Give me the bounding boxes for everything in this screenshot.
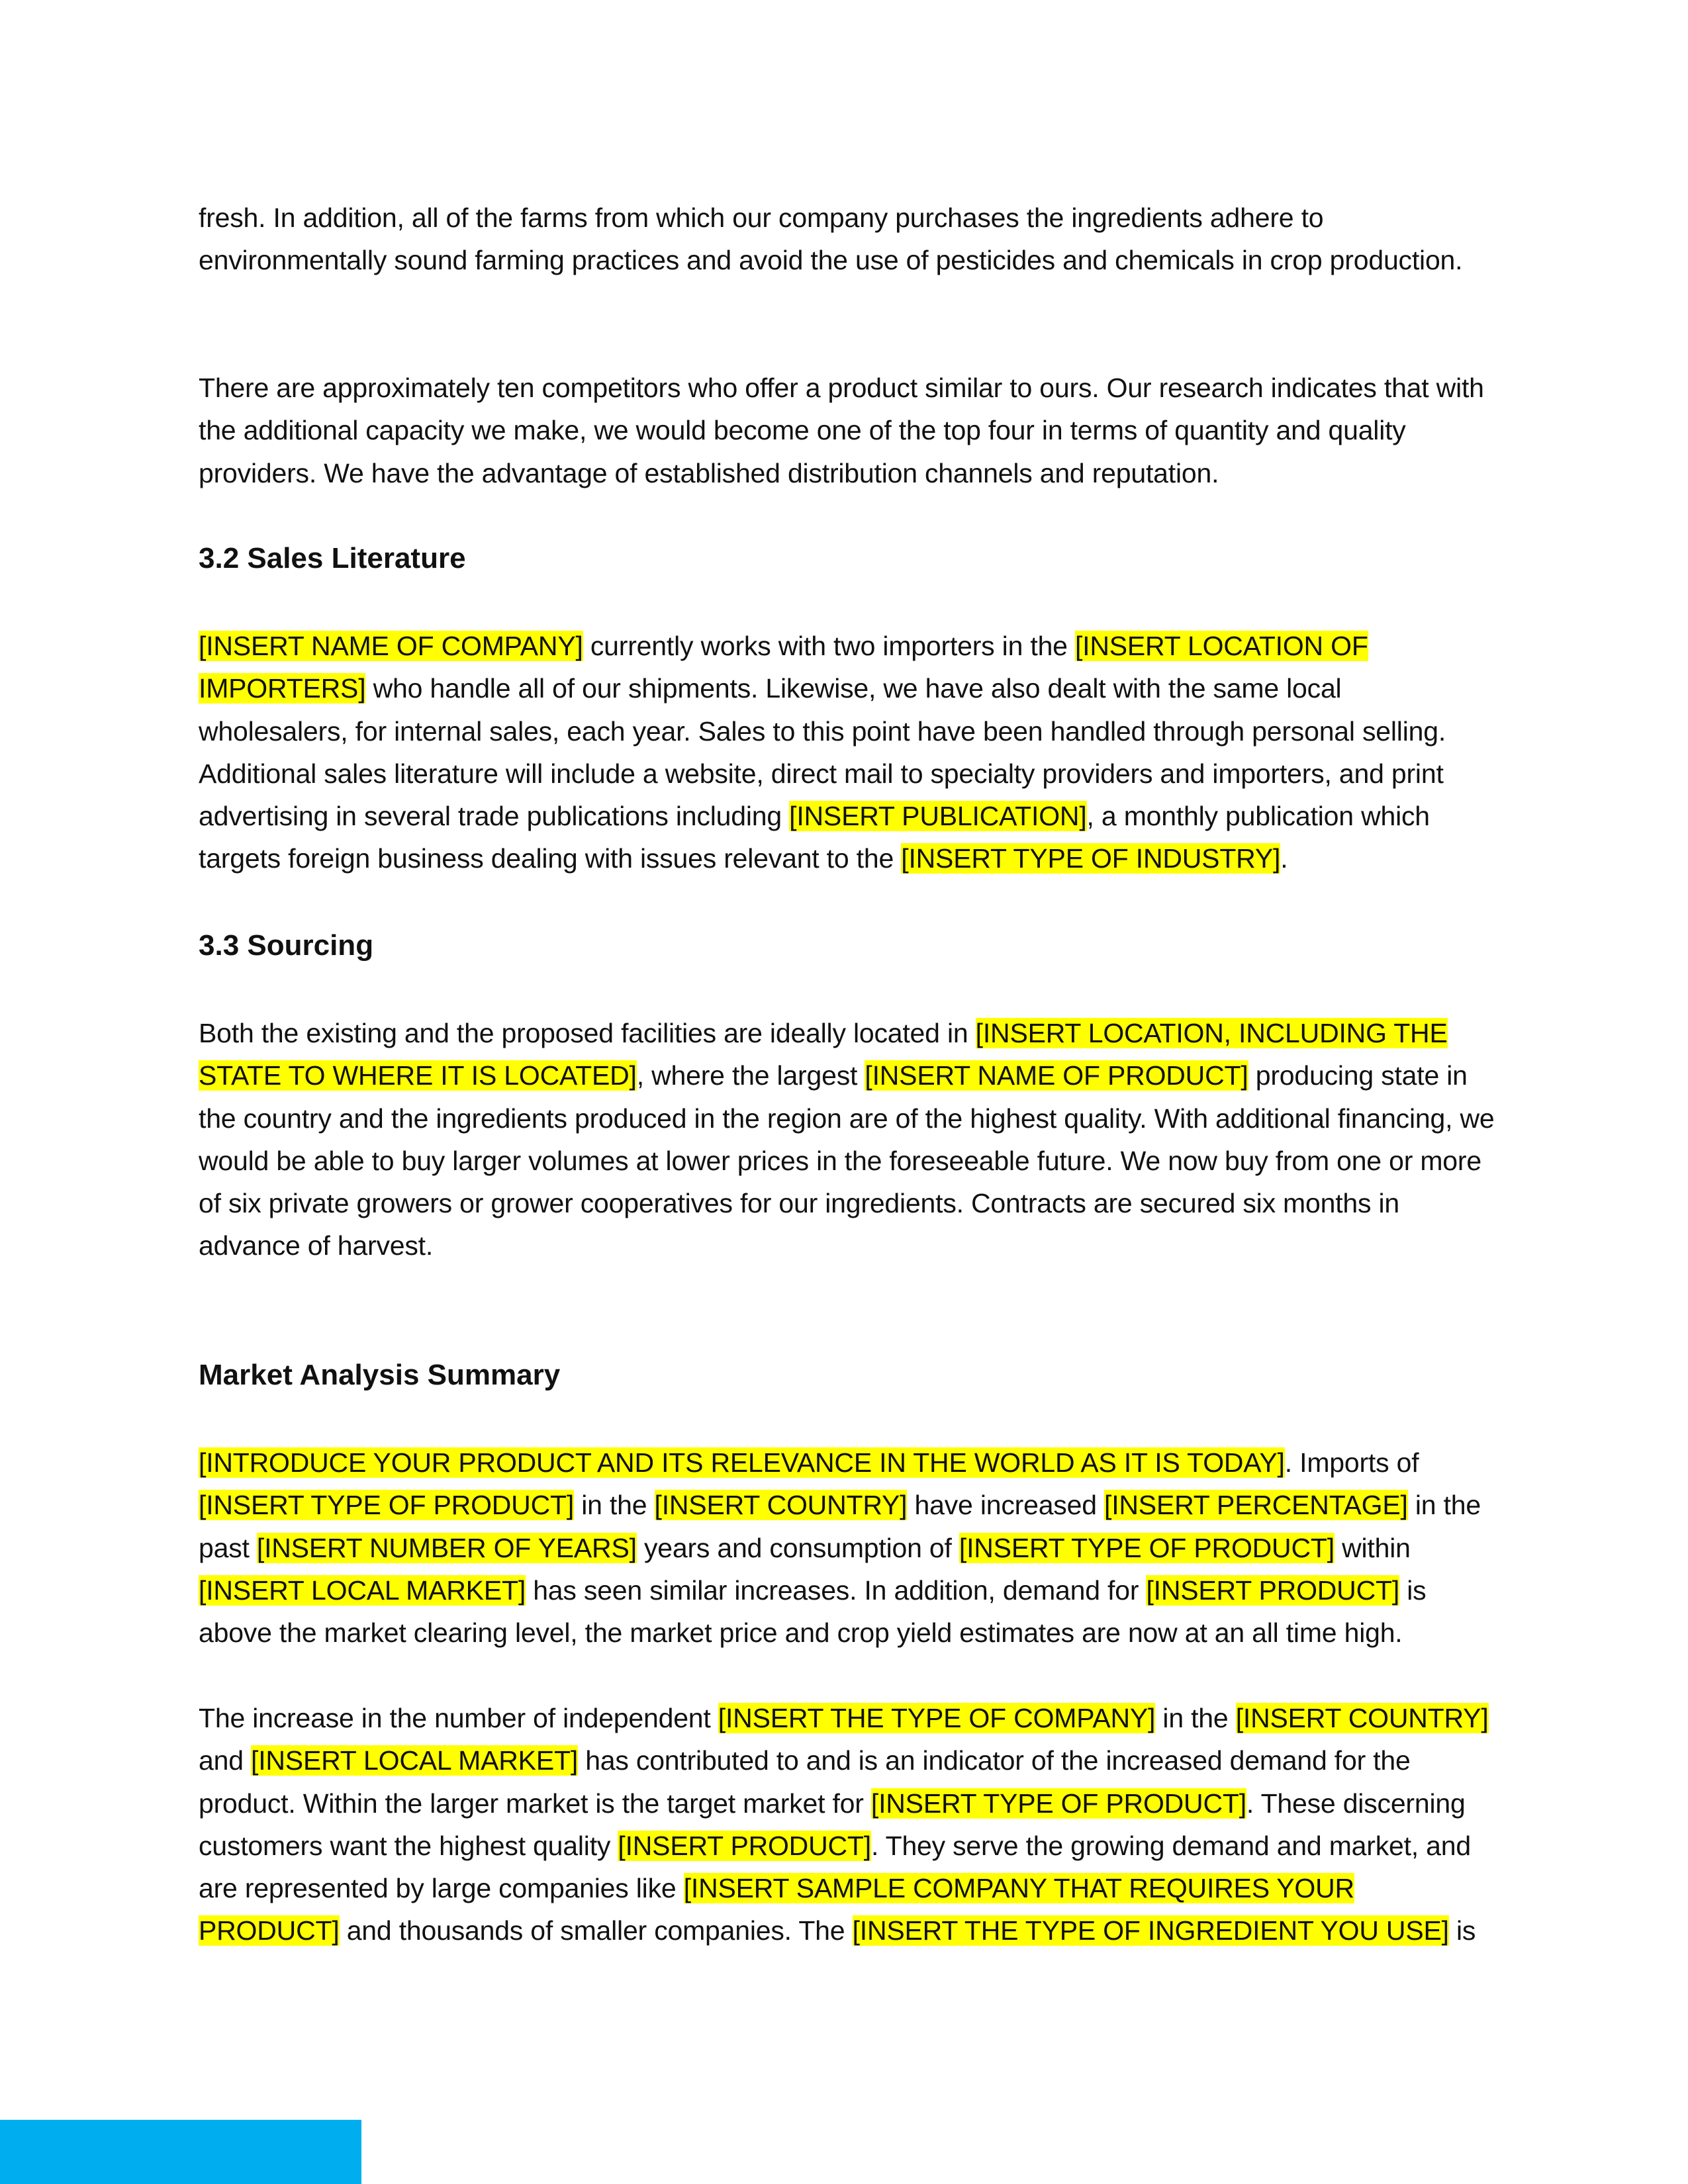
placeholder-company-name: [INSERT NAME OF COMPANY] (199, 631, 583, 661)
paragraph-text: . These discerning customers want the highest quality (199, 1788, 1466, 1861)
paragraph-text: Both the existing and the proposed facilities are ideally located in (199, 1018, 976, 1048)
paragraph-text: in the (574, 1490, 655, 1521)
placeholder-facility-location: [INSERT LOCATION, INCLUDING THE STATE TO WHERE IT IS LOCATED] (199, 1018, 1448, 1091)
paragraph-text: within (1334, 1532, 1411, 1563)
paragraph-market-analysis (199, 1441, 1496, 1654)
placeholder-company-type: [INSERT THE TYPE OF COMPANY] (718, 1703, 1156, 1733)
paragraph-text: in the past (199, 1490, 1481, 1563)
placeholder-product-type: [INSERT TYPE OF PRODUCT] (959, 1532, 1335, 1563)
placeholder-product-type: [INSERT TYPE OF PRODUCT] (870, 1788, 1246, 1819)
paragraph-text: in the (1155, 1703, 1236, 1733)
paragraph-text: has contributed to and is an indicator of the increased demand for the product. Within the larger market is the target market for (199, 1745, 1411, 1819)
paragraph-competitors (199, 367, 1496, 494)
placeholder-publication: [INSERT PUBLICATION] (789, 801, 1087, 832)
paragraph-text: . They serve the growing demand and market, and are represented by large companies like (199, 1830, 1471, 1904)
paragraph-text: . Imports of (1284, 1447, 1419, 1478)
paragraph-text: . (1280, 843, 1288, 874)
placeholder-percentage: [INSERT PERCENTAGE] (1104, 1490, 1408, 1521)
paragraph-text: currently works with two importers in the (583, 631, 1075, 661)
placeholder-sample-company: [INSERT SAMPLE COMPANY THAT REQUIRES YOUR PRODUCT] (199, 1873, 1354, 1946)
paragraph-text: has seen similar increases. In addition, demand for (526, 1574, 1147, 1606)
heading-sourcing: 3.3 Sourcing (199, 929, 374, 962)
placeholder-ingredient-type: [INSERT THE TYPE OF INGREDIENT YOU USE] (852, 1915, 1449, 1946)
paragraph-sales-literature (199, 625, 1496, 880)
paragraph-farms (199, 197, 1496, 282)
placeholder-product: [INSERT PRODUCT] (1146, 1574, 1400, 1606)
paragraph-text: producing state in the country and the ingredients produced in the region are of the highest quality. With additional financing, we would be able to buy larger volumes at lower prices in the foreseeable future. We now buy from one or more of six private growers or grower cooperatives for our ingredients. Contracts are secured six months in advance of harvest. (199, 1060, 1495, 1261)
heading-market-analysis-summary: Market Analysis Summary (199, 1359, 561, 1391)
paragraph-text: and (199, 1745, 251, 1776)
placeholder-industry-type: [INSERT TYPE OF INDUSTRY] (901, 843, 1281, 874)
placeholder-local-market: [INSERT LOCAL MARKET] (251, 1745, 579, 1776)
paragraph-sourcing (199, 1012, 1496, 1267)
paragraph-text: There are approximately ten competitors who offer a product similar to ours. Our research indicates that with the additional capacity we make, we would become one of the top four in terms of quantity and quality providers. We have the advantage of established distribution channels and reputation. (199, 373, 1484, 488)
placeholder-product-intro: [INTRODUCE YOUR PRODUCT AND ITS RELEVANCE IN THE WORLD AS IT IS TODAY] (199, 1447, 1285, 1478)
paragraph-text: The increase in the number of independent (199, 1703, 718, 1733)
paragraph-independent-companies (199, 1697, 1496, 1952)
paragraph-text: have increased (907, 1490, 1104, 1521)
paragraph-text: is (1448, 1915, 1476, 1946)
heading-sales-literature: 3.2 Sales Literature (199, 542, 466, 574)
paragraph-text: , where the largest (636, 1060, 865, 1091)
placeholder-product-type: [INSERT TYPE OF PRODUCT] (199, 1490, 575, 1521)
footer-accent-bar (0, 2120, 361, 2184)
placeholder-product-name: [INSERT NAME OF PRODUCT] (865, 1060, 1248, 1091)
paragraph-text: fresh. In addition, all of the farms from which our company purchases the ingredients adhere to environmentally sound farming practices and avoid the use of pesticides and chemicals in crop production. (199, 203, 1463, 276)
placeholder-importers-location: [INSERT LOCATION OF IMPORTERS] (199, 631, 1368, 704)
placeholder-country: [INSERT COUNTRY] (654, 1490, 908, 1521)
paragraph-text: is above the market clearing level, the market price and crop yield estimates are now at an all time high. (199, 1574, 1427, 1649)
placeholder-local-market: [INSERT LOCAL MARKET] (199, 1574, 526, 1606)
paragraph-text: who handle all of our shipments. Likewise, we have also dealt with the same local wholesalers, for internal sales, each year. Sales to this point have been handled through personal selling. Additional sales literature will include a website, direct mail to specialty providers and importers, and print advertising in several trade publications including (199, 673, 1446, 832)
paragraph-text: , a monthly publication which targets foreign business dealing with issues relevant to the (199, 801, 1430, 874)
placeholder-number-of-years: [INSERT NUMBER OF YEARS] (256, 1532, 637, 1563)
placeholder-country: [INSERT COUNTRY] (1235, 1703, 1489, 1733)
paragraph-text: years and consumption of (636, 1532, 959, 1563)
paragraph-text: and thousands of smaller companies. The (339, 1915, 853, 1946)
placeholder-product: [INSERT PRODUCT] (618, 1830, 871, 1861)
